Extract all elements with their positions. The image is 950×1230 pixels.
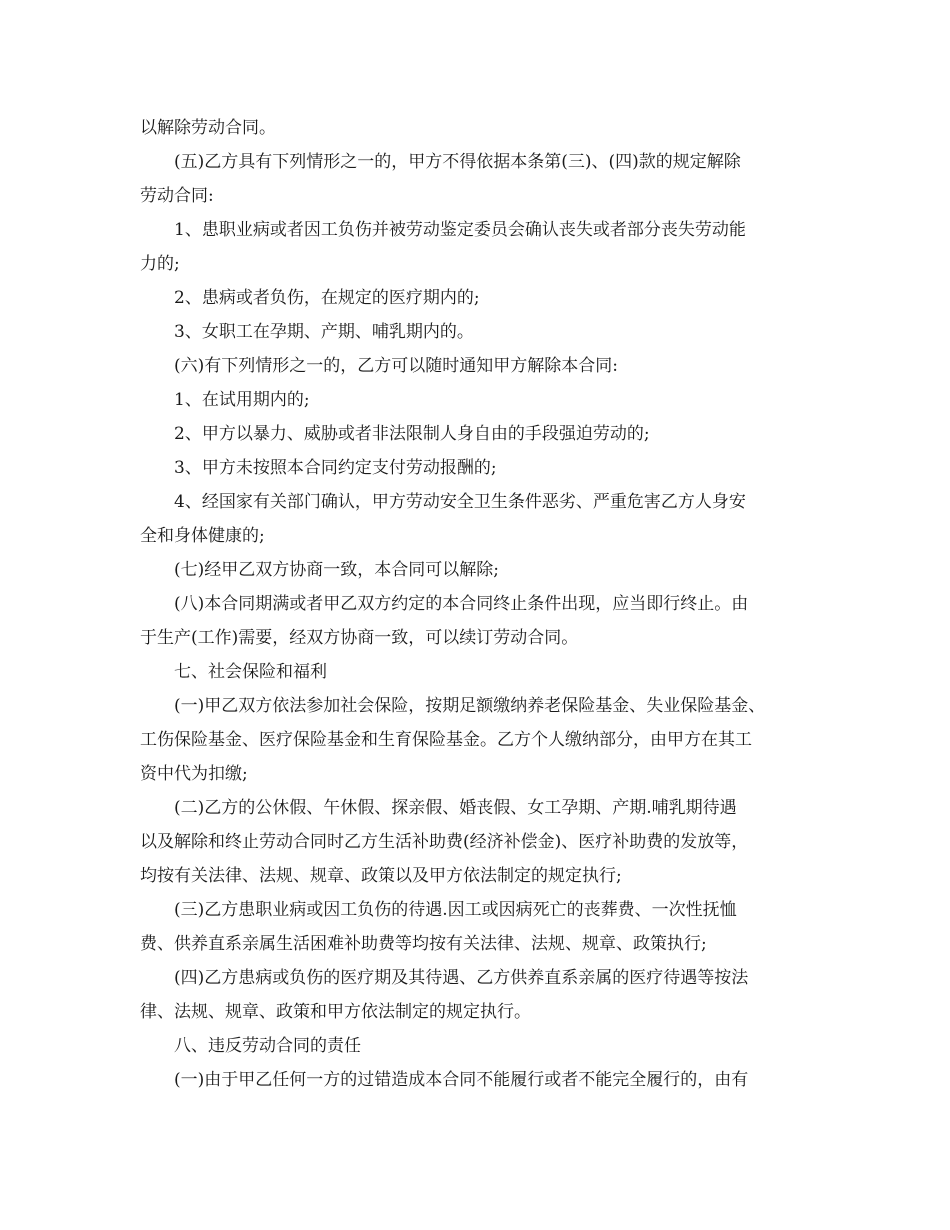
text-line: 七、社会保险和福利 [174, 662, 327, 682]
text-line: 工伤保险基金、医疗保险基金和生育保险基金。乙方个人缴纳部分，由甲方在其工 [140, 730, 752, 750]
text-line: 以解除劳动合同。 [140, 118, 276, 138]
text-line: 全和身体健康的; [140, 526, 265, 546]
text-line: 3、女职工在孕期、产期、哺乳期内的。 [174, 322, 474, 342]
text-line: 2、患病或者负伤，在规定的医疗期内的; [174, 288, 480, 308]
text-line: 1、在试用期内的; [174, 390, 310, 410]
text-line: (六)有下列情形之一的，乙方可以随时通知甲方解除本合同: [174, 356, 618, 376]
text-line: 律、法规、规章、政策和甲方依法制定的规定执行。 [140, 1002, 531, 1022]
text-line: 资中代为扣缴; [140, 764, 248, 784]
text-line: (三)乙方患职业病或因工负伤的待遇.因工或因病死亡的丧葬费、一次性抚恤 [174, 900, 737, 920]
text-line: (二)乙方的公休假、午休假、探亲假、婚丧假、女工孕期、产期.哺乳期待遇 [174, 798, 737, 818]
text-line: 劳动合同: [140, 186, 214, 206]
text-line: 力的; [140, 254, 180, 274]
text-line: 均按有关法律、法规、规章、政策以及甲方依法制定的规定执行; [140, 866, 622, 886]
text-line: 4、经国家有关部门确认，甲方劳动安全卫生条件恶劣、严重危害乙方人身安 [174, 492, 746, 512]
text-line: 八、违反劳动合同的责任 [174, 1036, 361, 1056]
text-line: 2、甲方以暴力、威胁或者非法限制人身自由的手段强迫劳动的; [174, 424, 650, 444]
text-line: (八)本合同期满或者甲乙双方约定的本合同终止条件出现，应当即行终止。由 [174, 594, 749, 614]
text-line: 费、供养直系亲属生活困难补助费等均按有关法律、法规、规章、政策执行; [140, 934, 707, 954]
text-line: 以及解除和终止劳动合同时乙方生活补助费(经济补偿金)、医疗补助费的发放等， [140, 832, 749, 852]
text-line: (一)甲乙双方依法参加社会保险，按期足额缴纳养老保险基金、失业保险基金、 [174, 696, 766, 716]
text-line: 3、甲方未按照本合同约定支付劳动报酬的; [174, 458, 497, 478]
text-line: 1、患职业病或者因工负伤并被劳动鉴定委员会确认丧失或者部分丧失劳动能 [174, 220, 746, 240]
text-line: (四)乙方患病或负伤的医疗期及其待遇、乙方供养直系亲属的医疗待遇等按法 [174, 968, 749, 988]
text-line: (五)乙方具有下列情形之一的，甲方不得依据本条第(三)、(四)款的规定解除 [174, 152, 741, 172]
contract-text-body [140, 111, 830, 1097]
text-line: (一)由于甲乙任何一方的过错造成本合同不能履行或者不能完全履行的，由有 [174, 1070, 749, 1090]
text-line: (七)经甲乙双方协商一致，本合同可以解除; [174, 560, 499, 580]
text-line: 于生产(工作)需要，经双方协商一致，可以续订劳动合同。 [140, 628, 579, 648]
